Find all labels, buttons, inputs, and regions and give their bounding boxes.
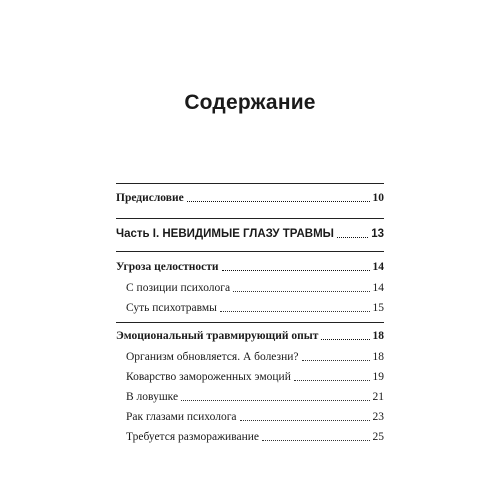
toc-entry-page: 15 [372, 302, 384, 314]
toc-entry-page: 18 [372, 330, 384, 342]
toc-entry-organism[interactable] [126, 349, 384, 365]
dot-leader [240, 420, 370, 421]
dot-leader [181, 400, 369, 401]
toc-entry-page: 18 [372, 351, 384, 363]
dot-leader [294, 380, 370, 381]
toc-entry-label: Суть психотравмы [126, 302, 217, 314]
dot-leader [233, 291, 369, 292]
toc-entry-label: Коварство замороженных эмоций [126, 371, 291, 383]
toc-entry-label: Угроза целостности [116, 261, 219, 273]
toc-entry-foreword[interactable] [116, 190, 384, 206]
toc-entry-cancer[interactable] [126, 409, 384, 425]
toc-entry-emotional[interactable] [116, 328, 384, 344]
toc-entry-label: Часть I. НЕВИДИМЫЕ ГЛАЗУ ТРАВМЫ [116, 228, 334, 240]
toc-entry-frozen[interactable] [126, 369, 384, 385]
dot-leader [222, 270, 370, 271]
dot-leader [262, 440, 369, 441]
toc-entry-label: В ловушке [126, 391, 179, 403]
toc-entry-page: 14 [372, 282, 384, 294]
divider [116, 183, 384, 184]
toc-entry-page: 19 [372, 371, 384, 383]
toc-entry-label: Требуется размораживание [126, 431, 260, 443]
toc-entry-essence[interactable] [126, 300, 384, 316]
toc-entry-label: Рак глазами психолога [126, 411, 237, 423]
dot-leader [302, 360, 370, 361]
toc-entry-trap[interactable] [126, 389, 384, 405]
dot-leader [321, 339, 369, 340]
page-title: Содержание [184, 91, 316, 114]
toc-entry-label: Эмоциональный травмирующий опыт [116, 330, 319, 342]
dot-leader [187, 201, 370, 202]
dot-leader [337, 237, 368, 238]
toc-entry-label: Предисловие [116, 192, 184, 204]
dot-leader [220, 311, 370, 312]
toc-entry-defrost[interactable] [126, 429, 384, 445]
toc-entry-page: 14 [372, 261, 384, 273]
divider [116, 322, 384, 323]
toc-entry-page: 23 [372, 411, 384, 423]
toc-entry-label: С позиции психолога [126, 282, 231, 294]
toc-entry-threat[interactable] [116, 259, 384, 275]
divider [116, 251, 384, 252]
divider [116, 218, 384, 219]
toc-entry-page: 10 [372, 192, 384, 204]
toc-entry-part-1[interactable] [116, 226, 384, 242]
toc-entry-page: 13 [371, 228, 384, 240]
toc-entry-psychologist-position[interactable] [126, 280, 384, 296]
toc-entry-label: Организм обновляется. А болезни? [126, 351, 299, 363]
toc-entry-page: 21 [372, 391, 384, 403]
toc-entry-page: 25 [372, 431, 384, 443]
